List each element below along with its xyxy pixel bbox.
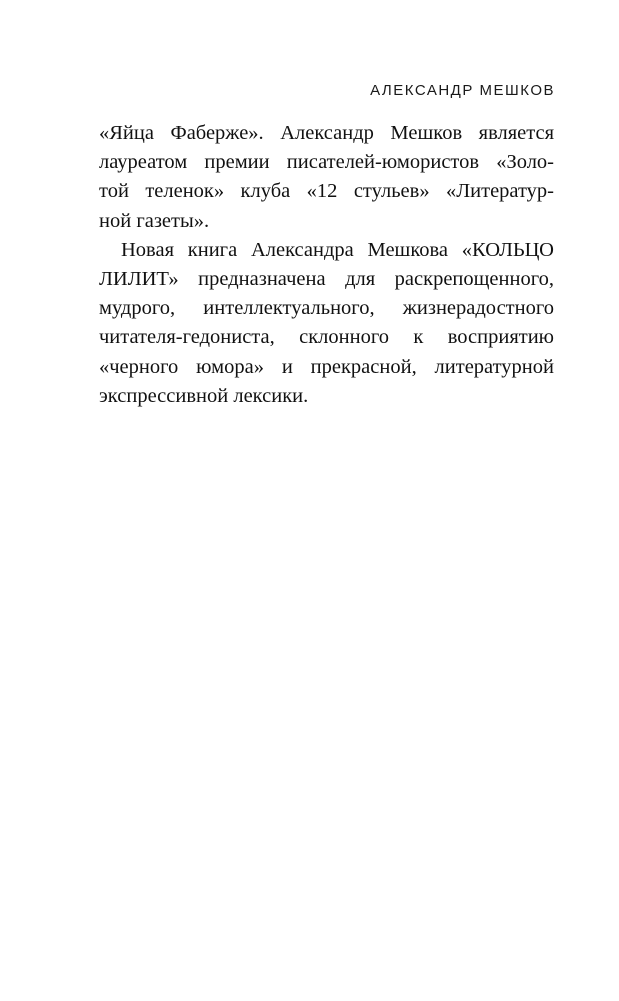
text-line: той теленок» клуба «12 стульев» «Литератур- — [99, 180, 554, 203]
text-line: ЛИЛИТ» предназначена для раскрепощенного, — [99, 267, 554, 290]
text-line: «черного юмора» и прекрасной, литературной — [99, 355, 554, 378]
text-line: читателя-гедониста, склонного к восприятию — [99, 326, 554, 349]
text-line: ной газеты». — [99, 209, 210, 232]
text-line: «Яйца Фаберже». Александр Мешков является — [99, 122, 554, 144]
running-head: АЛЕКСАНДР МЕШКОВ — [370, 82, 555, 99]
body-text — [99, 119, 554, 411]
text-line: мудрого, интеллектуального, жизнерадостного — [99, 297, 554, 320]
text-line: Новая книга Александра Мешкова «КОЛЬЦО — [121, 238, 554, 261]
paragraph — [99, 236, 554, 411]
text-line: экспрессивной лексики. — [99, 384, 309, 407]
text-line: лауреатом премии писателей-юмористов «Золо- — [99, 151, 554, 174]
paragraph — [99, 119, 554, 236]
